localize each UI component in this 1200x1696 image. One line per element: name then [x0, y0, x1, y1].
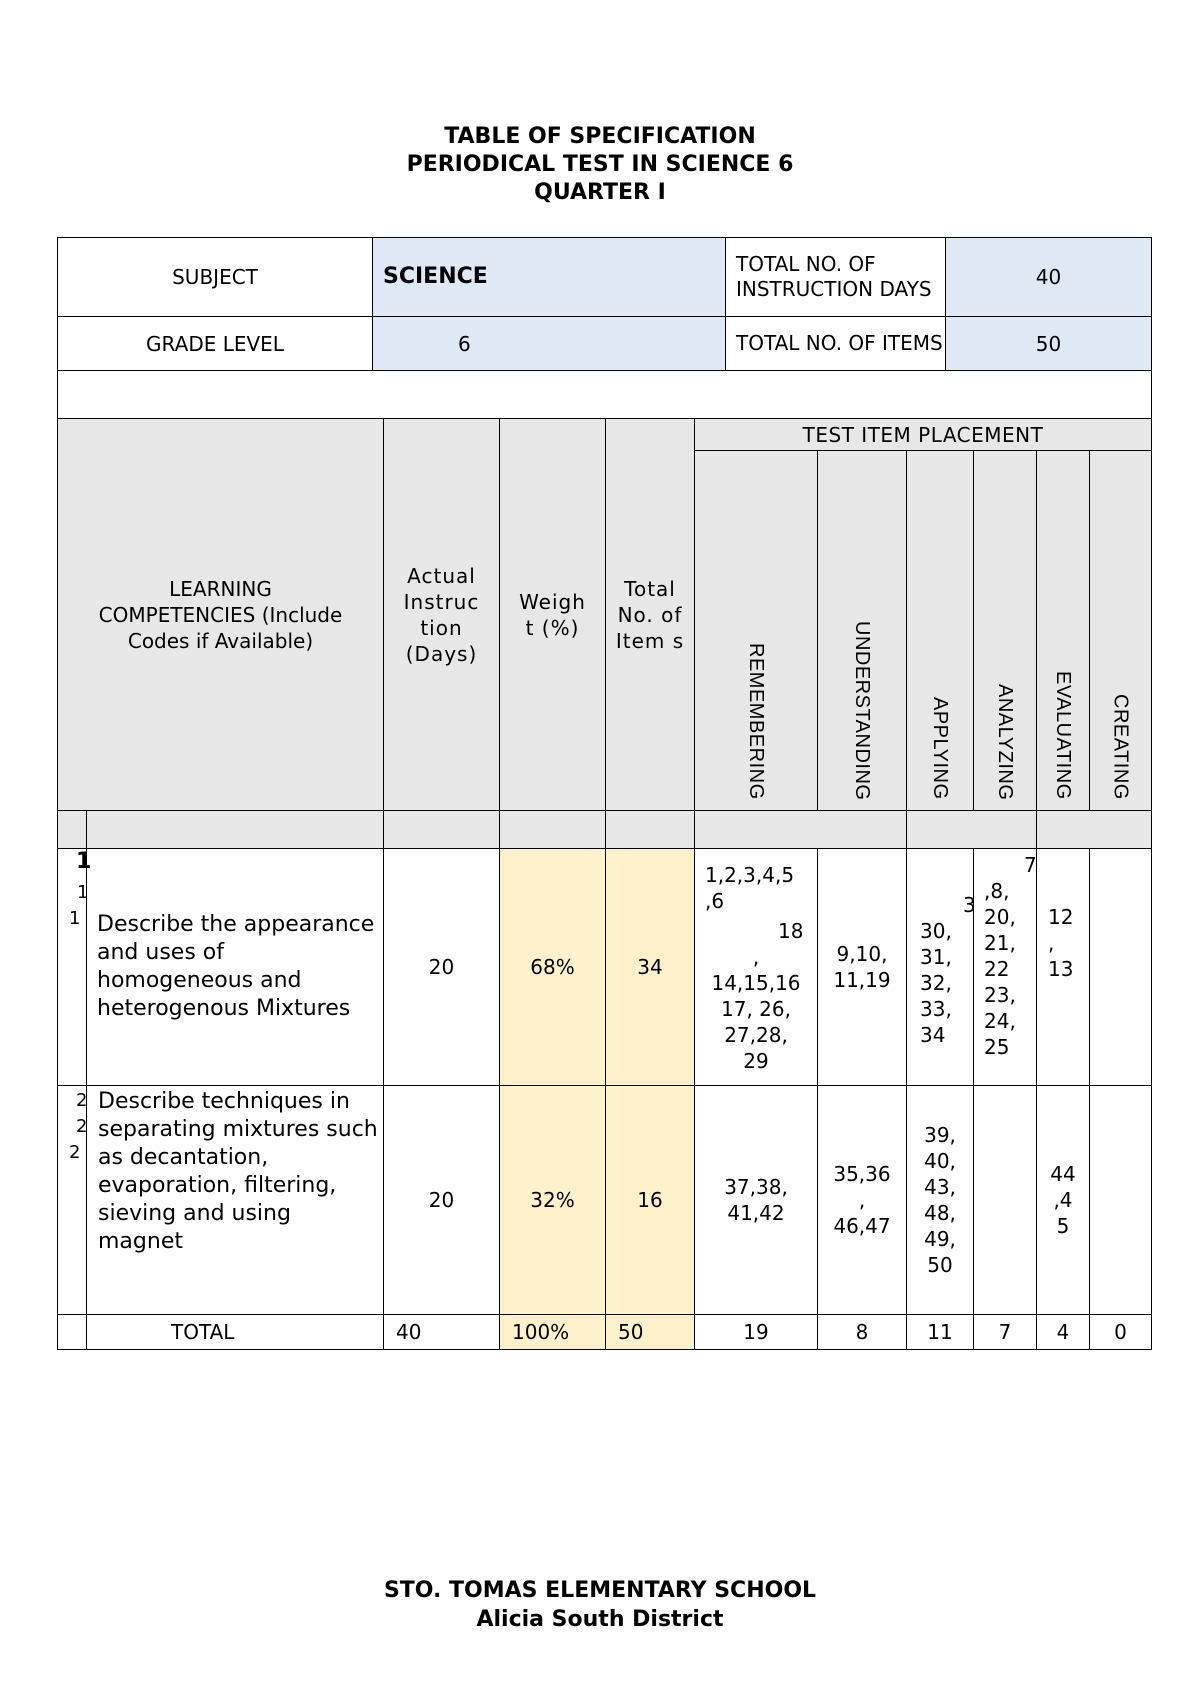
grade-label: GRADE LEVEL	[57, 316, 373, 371]
row1-remembering-top: 1,2,3,4,5 ,6	[705, 863, 795, 913]
header-competencies: LEARNING COMPETENCIES (Include Codes if Available)	[57, 418, 384, 811]
row1-code: 1	[77, 882, 89, 903]
row2-creating	[1089, 1085, 1152, 1315]
row1-weight: 68%	[499, 848, 606, 1086]
header-analyzing: ANALYZING	[973, 450, 1037, 811]
totals-remembering: 19	[694, 1314, 818, 1350]
row1-analyzing-three: 3	[963, 893, 976, 917]
header-creating: CREATING	[1089, 450, 1152, 811]
row2-evaluating: 44 ,4 5	[1036, 1085, 1090, 1315]
header-evaluating: EVALUATING	[1036, 450, 1090, 811]
row2-applying: 39, 40, 43, 48, 49, 50	[906, 1085, 974, 1315]
row2-analyzing	[973, 1085, 1037, 1315]
grade-value: 6	[372, 316, 726, 371]
row2-remembering: 37,38, 41,42	[694, 1085, 818, 1315]
totals-days: 40	[383, 1314, 500, 1350]
separator-cell	[694, 810, 907, 849]
row1-analyzing-seven: 7	[1024, 853, 1037, 877]
row2-understanding: 35,36 , 46,47	[817, 1085, 907, 1315]
row1-evaluating: 12 , 13	[1048, 905, 1074, 981]
totals-creating: 0	[1089, 1314, 1152, 1350]
row1-remembering-mid: 18	[778, 919, 804, 943]
total-items-value: 50	[945, 316, 1152, 371]
subject-value: SCIENCE	[372, 237, 726, 317]
header-total-items: Total No. of Item s	[605, 418, 695, 811]
header-weight: Weigh t (%)	[499, 418, 606, 811]
totals-understanding: 8	[817, 1314, 907, 1350]
row2-code: 2	[76, 1116, 88, 1137]
totals-items: 50	[605, 1314, 695, 1350]
spacer-row	[57, 370, 1152, 419]
school-name: STO. TOMAS ELEMENTARY SCHOOL	[383, 1578, 817, 1603]
header-test-item-placement: TEST ITEM PLACEMENT	[694, 418, 1152, 451]
row2-weight: 32%	[499, 1085, 606, 1315]
separator-cell	[605, 810, 695, 849]
separator-cell	[383, 810, 500, 849]
row1-applying: 30, 31, 32, 33, 34	[920, 919, 952, 1047]
separator-cell	[499, 810, 606, 849]
row1-creating	[1089, 848, 1152, 1086]
totals-weight: 100%	[499, 1314, 606, 1350]
doc-subtitle: PERIODICAL TEST IN SCIENCE 6	[406, 152, 794, 177]
row1-code: 1	[69, 908, 81, 929]
row2-items: 16	[605, 1085, 695, 1315]
district-name: Alicia South District	[476, 1607, 724, 1632]
separator-cell	[906, 810, 1037, 849]
row2-days: 20	[383, 1085, 500, 1315]
row2-code: 2	[76, 1090, 88, 1111]
instruction-days-label: TOTAL NO. OF INSTRUCTION DAYS	[725, 237, 946, 317]
row2-code: 2	[69, 1142, 81, 1163]
row1-number: 1	[76, 849, 92, 874]
header-applying: APPLYING	[906, 450, 974, 811]
row1-competency: Describe the appearance and uses of homogeneous and heterogenous Mixtures	[86, 848, 384, 1086]
subject-label: SUBJECT	[57, 237, 373, 317]
row1-analyzing: ,8, 20, 21, 22 23, 24, 25	[984, 879, 1016, 1059]
row1-days: 20	[383, 848, 500, 1086]
totals-evaluating: 4	[1036, 1314, 1090, 1350]
doc-quarter: QUARTER I	[534, 180, 666, 205]
instruction-days-value: 40	[945, 237, 1152, 317]
row1-understanding: 9,10, 11,19	[817, 848, 907, 1086]
totals-applying: 11	[906, 1314, 974, 1350]
row2-competency: Describe techniques in separating mixtures such as decantation, evaporation, filtering, sieving and using magnet	[98, 1089, 378, 1254]
header-understanding: UNDERSTANDING	[817, 450, 907, 811]
header-actual-days: Actual Instruc tion (Days)	[383, 418, 500, 811]
separator-cell	[1036, 810, 1152, 849]
separator-cell	[86, 810, 384, 849]
totals-analyzing: 7	[973, 1314, 1037, 1350]
totals-number-cell	[57, 1314, 87, 1350]
row1-remembering-list: , 14,15,16 17, 26, 27,28, 29	[711, 945, 801, 1073]
row1-items: 34	[605, 848, 695, 1086]
totals-label: TOTAL	[86, 1314, 384, 1350]
doc-title: TABLE OF SPECIFICATION	[444, 124, 756, 149]
separator-cell	[57, 810, 87, 849]
header-remembering: REMEMBERING	[694, 450, 818, 811]
total-items-label: TOTAL NO. OF ITEMS	[725, 316, 946, 371]
